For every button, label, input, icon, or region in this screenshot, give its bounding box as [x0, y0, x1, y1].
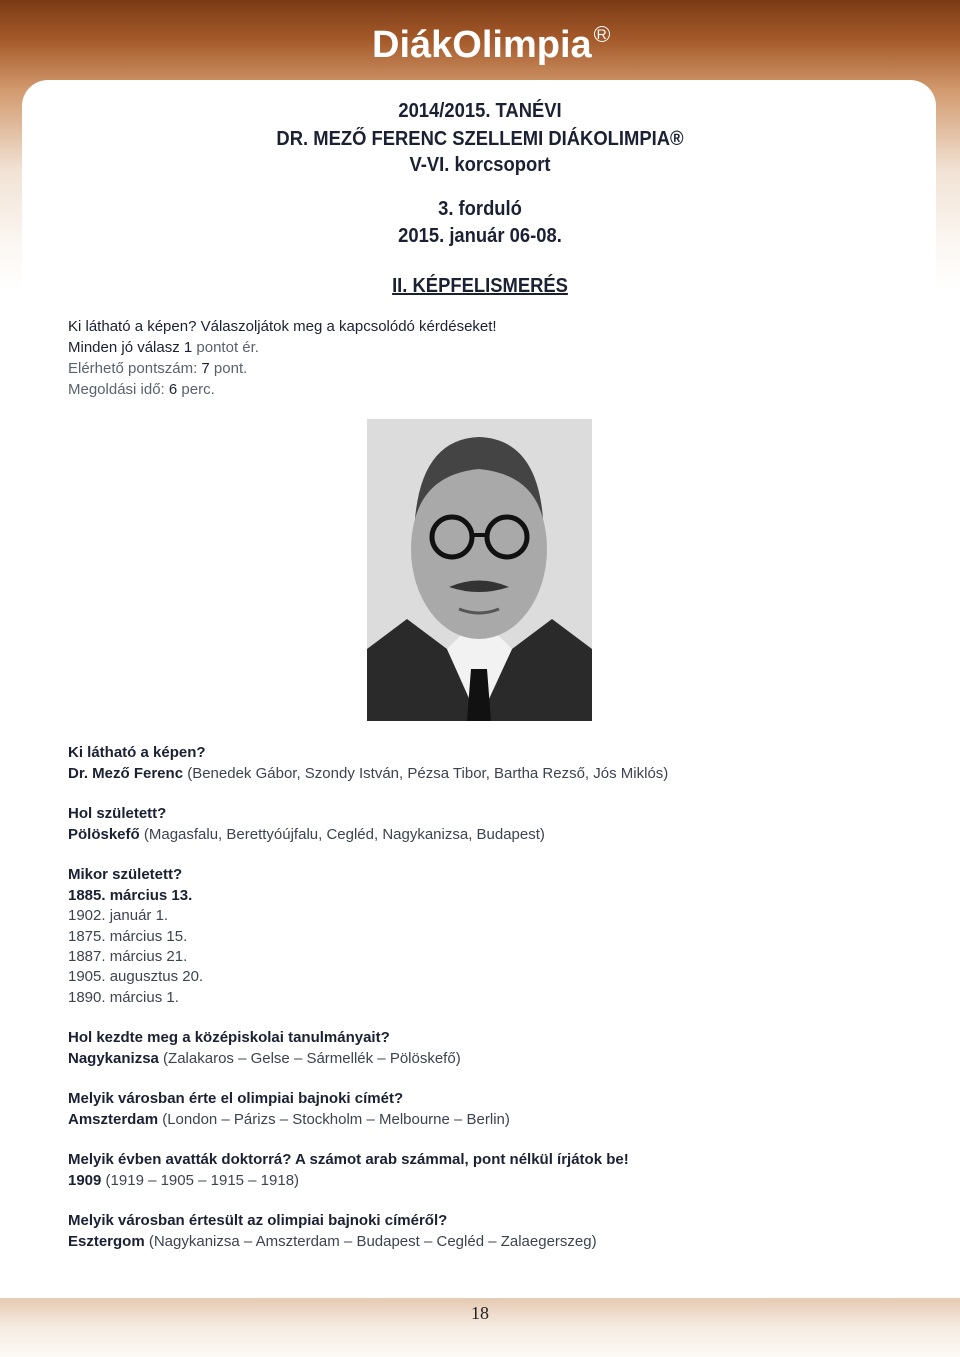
portrait-photo	[367, 419, 592, 721]
header-title: DR. MEZŐ FERENC SZELLEMI DIÁKOLIMPIA®	[276, 128, 684, 150]
instruction-bold: 7	[201, 360, 210, 377]
instruction-light: Elérhető pontszám:	[68, 360, 202, 377]
question-4: Hol kezdte meg a középiskolai tanulmányait?	[68, 1029, 390, 1046]
option-item: 1875. március 15.	[68, 928, 188, 945]
instruction-line-3	[68, 360, 247, 377]
question-7: Melyik városban értesült az olimpiai bajnoki címéről?	[68, 1212, 448, 1229]
option-item: 1890. március 1.	[68, 989, 179, 1006]
answer-7	[68, 1233, 597, 1250]
answer-1	[68, 765, 668, 782]
page-number: 18	[471, 1303, 489, 1323]
correct-answer: 1909	[68, 1172, 102, 1189]
question-5: Melyik városban érte el olimpiai bajnoki címét?	[68, 1090, 404, 1107]
answer-4	[68, 1050, 461, 1067]
correct-answer: Esztergom	[68, 1233, 145, 1250]
option-item: 1902. január 1.	[68, 907, 169, 924]
question-6: Melyik évben avatták doktorrá? A számot arab számmal, pont nélkül írjátok be!	[68, 1151, 629, 1168]
answer-2	[68, 826, 545, 843]
instruction-rest: pont.	[209, 360, 248, 377]
question-3: Mikor született?	[68, 866, 183, 883]
answer-options: (Nagykanizsa – Amszterdam – Budapest – Cegléd – Zalaegerszeg)	[144, 1233, 597, 1250]
answer-options: (1919 – 1905 – 1915 – 1918)	[101, 1172, 300, 1189]
correct-answer: Dr. Mező Ferenc	[68, 765, 184, 782]
instruction-rest: pontot ér.	[192, 339, 259, 356]
instruction-line-4	[68, 381, 215, 398]
header-round: 3. forduló	[438, 198, 522, 220]
answer-options: (Benedek Gábor, Szondy István, Pézsa Tibor, Bartha Rezső, Jós Miklós)	[183, 765, 669, 782]
instruction-light: Megoldási idő:	[68, 381, 169, 398]
answer-5	[68, 1111, 510, 1128]
answer-3: 1885. március 13.	[68, 887, 193, 904]
instruction-line-1	[68, 318, 497, 335]
instruction-rest: perc.	[177, 381, 215, 398]
instruction-bold: Minden jó válasz 1	[68, 339, 193, 356]
correct-answer: Nagykanizsa	[68, 1050, 159, 1067]
correct-answer: Amszterdam	[68, 1111, 159, 1128]
option-item: 1905. augusztus 20.	[68, 968, 204, 985]
header-age-group: V-VI. korcsoport	[409, 154, 551, 176]
section-title: II. KÉPFELISMERÉS	[392, 275, 568, 297]
portrait-illustration	[367, 419, 592, 721]
header-year: 2014/2015. TANÉVI	[398, 100, 562, 122]
option-item: 1887. március 21.	[68, 948, 188, 965]
registered-mark: R	[594, 26, 610, 42]
answer-options: (London – Párizs – Stockholm – Melbourne – Berlin)	[158, 1111, 510, 1128]
header-date: 2015. január 06-08.	[398, 225, 562, 247]
question-1: Ki látható a képen?	[68, 744, 206, 761]
answer-options: (Magasfalu, Berettyóújfalu, Cegléd, Nagykanizsa, Budapest)	[139, 826, 545, 843]
question-2: Hol született?	[68, 805, 167, 822]
instruction-line-2	[68, 339, 259, 356]
correct-answer: Pölöskefő	[68, 826, 140, 843]
diakolimpia-logo	[372, 24, 610, 70]
instruction-text: Ki látható a képen? Válaszoljátok meg a kapcsolódó kérdéseket!	[68, 318, 497, 335]
answer-options: (Zalakaros – Gelse – Sármellék – Pölöskefő)	[158, 1050, 461, 1067]
instruction-bold: 6	[168, 381, 178, 398]
answer-6	[68, 1172, 299, 1189]
logo-text: DiákOlimpia	[372, 24, 592, 66]
